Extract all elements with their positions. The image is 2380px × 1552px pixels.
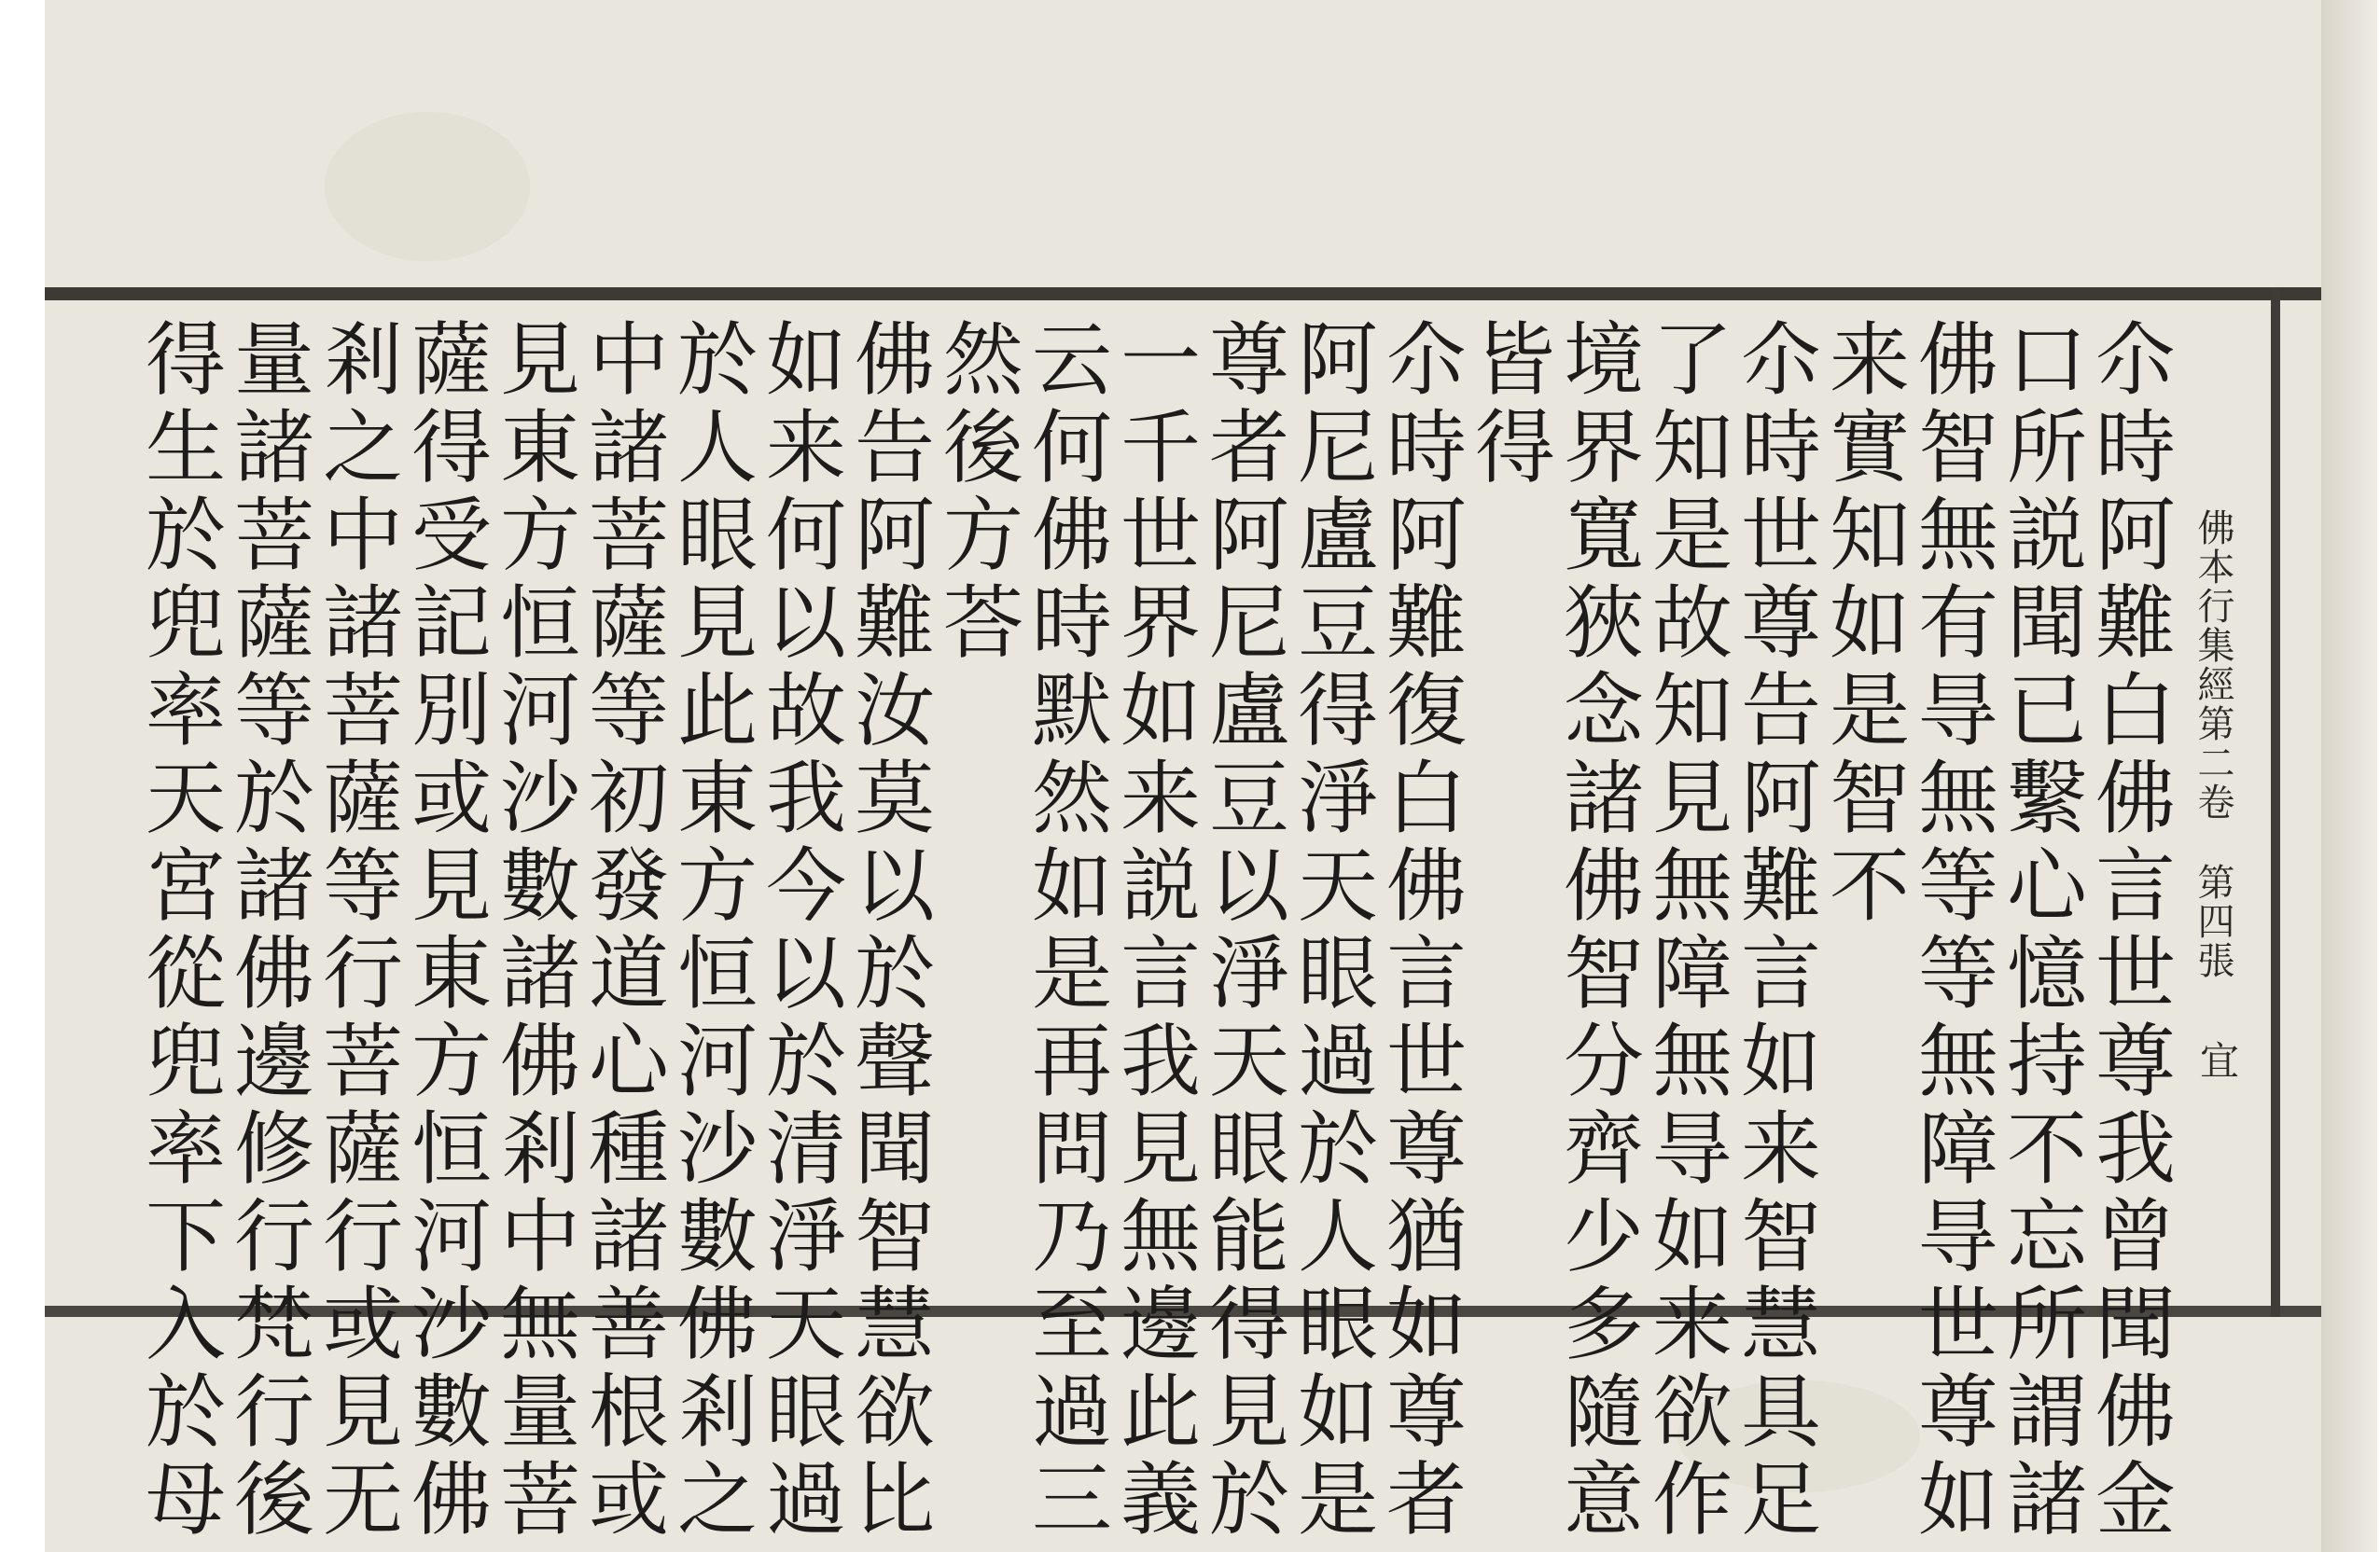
text-column: 薩得受記別或見東方恒河沙數佛	[397, 317, 491, 1545]
text-column: 尊者阿尼盧豆以淨天眼能得見於	[1195, 317, 1288, 1545]
text-column: 云何佛時默然如是再問乃至過三	[1018, 317, 1111, 1545]
text-column: 境界寬狹念諸佛智分齊少多隨意	[1550, 317, 1643, 1545]
text-column: 量諸菩薩等於諸佛邊修行梵行後	[220, 317, 313, 1545]
text-column: 佛告阿難汝莫以於聲聞智慧欲比	[841, 317, 934, 1545]
margin-mark: 宜	[2194, 1040, 2240, 1079]
text-column: 尒時世尊告阿難言如来智慧具足	[1727, 317, 1820, 1545]
text-column: 見東方恒河沙數諸佛剎中無量菩	[486, 317, 579, 1545]
right-border-rule	[2271, 287, 2280, 1317]
text-column: 尒時阿難復白佛言世尊猶如尊者	[1372, 317, 1466, 1545]
text-column: 口所説聞已繫心憶持不忘所謂諸	[1993, 317, 2086, 1545]
margin-title: 佛本行集經第二卷	[2192, 508, 2234, 822]
paper-stain	[325, 112, 530, 261]
text-column: 一千世界如来説言我見無邊此義	[1106, 317, 1200, 1545]
text-column: 了知是故知見無障無㝵如来欲作	[1638, 317, 1732, 1545]
text-column: 剎之中諸菩薩等行菩薩行或見无	[309, 317, 402, 1545]
text-column: 得生於兜率天宮從兜率下入於母	[132, 317, 225, 1545]
text-column: 中諸菩薩等初發道心種諸善根或	[575, 317, 668, 1545]
top-border-rule	[45, 287, 2331, 300]
text-column: 尒時阿難白佛言世尊我曾聞佛金	[2081, 317, 2175, 1545]
text-column: 於人眼見此東方恒河沙數佛剎之	[663, 317, 757, 1545]
text-column: 阿尼盧豆得淨天眼過於人眼如是	[1284, 317, 1377, 1545]
text-column: 来實知如是智不	[1816, 317, 1909, 931]
text-column: 然後方荅	[929, 317, 1023, 668]
margin-page-label: 第四張	[2192, 863, 2234, 980]
text-column: 佛智無有㝵無等等無障㝵世尊如	[1904, 317, 1997, 1545]
text-column: 如来何以故我今以於清淨天眼過	[752, 317, 845, 1545]
text-column: 皆得	[1461, 317, 1554, 492]
scripture-page	[45, 0, 2331, 1552]
